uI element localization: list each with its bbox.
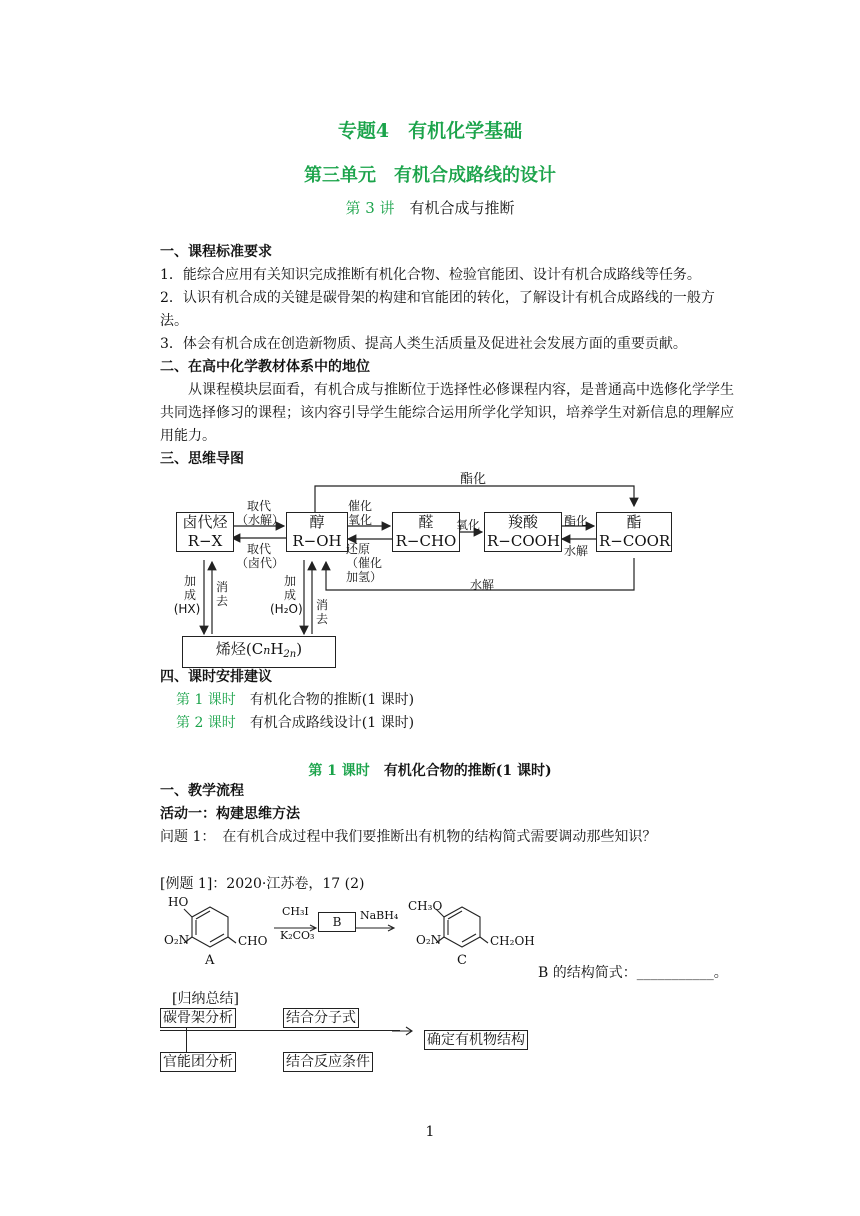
- unit-title: 第三单元 有机合成路线的设计: [304, 165, 556, 186]
- label-elimination-1: 消 去: [216, 580, 229, 608]
- reagent-CH3I: CH₃I: [282, 905, 309, 918]
- summary-heading: [归纳总结]: [172, 991, 239, 1007]
- compound-C-label: C: [457, 953, 467, 968]
- question-1: 问题 1： 在有机合成过程中我们要推断出有机物的结构简式需要调动那些知识？: [160, 829, 657, 845]
- position-paragraph: 从课程模块层面看，有机合成与推断位于选择性必修课程内容，是普通高中选修化学学生共同选择修习的课程；该内容引导学生能综合运用所学化学知识，培养学生对新信息的理解应用能力。: [160, 382, 734, 444]
- summary-box-result: 确定有机物结构: [424, 1030, 528, 1050]
- summary-box-molecular-formula: 结合分子式: [283, 1008, 359, 1028]
- compound-B-box: B: [318, 912, 356, 932]
- standard-item-1: 1．能综合应用有关知识完成推断有机化合物、检验官能团、设计有机合成路线等任务。: [160, 267, 701, 283]
- node-alcohol: 醇 R−OH: [286, 512, 348, 552]
- schedule-item-1: 第 1 课时 有机化合物的推断(1 课时): [176, 692, 415, 708]
- C-CH2OH: CH₂OH: [490, 934, 535, 948]
- node-haloalkane: 卤代烃 R−X: [176, 512, 234, 552]
- label-substitution-hydrolysis: 取代 （水解）: [236, 499, 285, 527]
- C-O2N: O₂N: [416, 933, 442, 947]
- lesson-title: 第 1 课时 有机化合物的推断(1 课时): [308, 763, 552, 779]
- lecture-title: 第 3 讲 有机合成与推断: [345, 199, 515, 217]
- section-heading: 一、课程标准要求: [160, 244, 272, 260]
- schedule-item-2: 第 2 课时 有机合成路线设计(1 课时): [176, 715, 415, 731]
- label-addition-h2o: 加 成 (H₂O): [270, 574, 303, 616]
- label-oxidize: 氧化: [456, 518, 481, 532]
- node-acid: 羧酸 R−COOH: [484, 512, 562, 552]
- section-standards: [160, 241, 735, 471]
- A-O2N: O₂N: [164, 933, 190, 947]
- example-label: [例题 1]：2020·江苏卷，17 (2): [160, 876, 365, 892]
- summary-box-carbon-skeleton: 碳骨架分析: [160, 1008, 236, 1028]
- mind-map: [160, 466, 680, 666]
- activity-heading: 活动一：构建思维方法: [160, 806, 300, 822]
- label-addition-hx: 加 成 (HX): [173, 574, 201, 616]
- reagent-K2CO3: K₂CO₃: [280, 929, 315, 942]
- compound-A-label: A: [205, 953, 215, 968]
- label-esterify-top: 酯化: [460, 472, 487, 487]
- label-elimination-2: 消 去: [316, 598, 329, 626]
- summary-connector: [160, 1030, 400, 1031]
- C-CH3O: CH₃O: [408, 899, 443, 913]
- node-alkene: 烯烃(CnH$_{2n}$): [182, 636, 336, 668]
- flow-heading: 一、教学流程: [160, 783, 244, 799]
- reagent-NaBH4: NaBH₄: [360, 909, 399, 922]
- summary-arrow: [392, 1025, 416, 1037]
- answer-line: B 的结构简式：___________。: [538, 965, 728, 981]
- lesson-body: [160, 780, 735, 849]
- node-aldehyde: 醛 R−CHO: [392, 512, 460, 552]
- page-number: 1: [425, 1124, 435, 1140]
- standard-item-2: 2．认识有机合成的关键是碳骨架的构建和官能团的转化，了解设计有机合成路线的一般方法。: [160, 290, 715, 329]
- answer-blank[interactable]: ___________: [636, 965, 714, 981]
- label-hydrolysis-bottom: 水解: [470, 578, 495, 592]
- section-heading: 四、课时安排建议: [160, 669, 272, 685]
- section-heading: 三、思维导图: [160, 451, 244, 467]
- A-CHO: CHO: [238, 934, 268, 948]
- label-substitution-halogenation: 取代 （卤代）: [236, 542, 285, 570]
- standard-item-3: 3．体会有机合成在创造新物质、提高人类生活质量及促进社会发展方面的重要贡献。: [160, 336, 687, 352]
- topic-title: 专题4 有机化学基础: [337, 120, 523, 142]
- label-catalytic-oxidation: 催化 氧化: [348, 499, 373, 527]
- summary-box-reaction-conditions: 结合反应条件: [283, 1052, 373, 1072]
- reaction-scheme: [160, 893, 560, 973]
- A-HO: HO: [168, 895, 189, 909]
- label-reduction: 还原 （催化 加氢）: [346, 542, 383, 584]
- node-ester: 酯 R−COOR: [596, 512, 672, 552]
- summary-box-functional-group: 官能团分析: [160, 1052, 236, 1072]
- section-heading: 二、在高中化学教材体系中的地位: [160, 359, 370, 375]
- section-schedule: [160, 666, 735, 735]
- label-hydrolysis: 水解: [564, 544, 589, 558]
- label-esterify: 酯化: [564, 514, 589, 528]
